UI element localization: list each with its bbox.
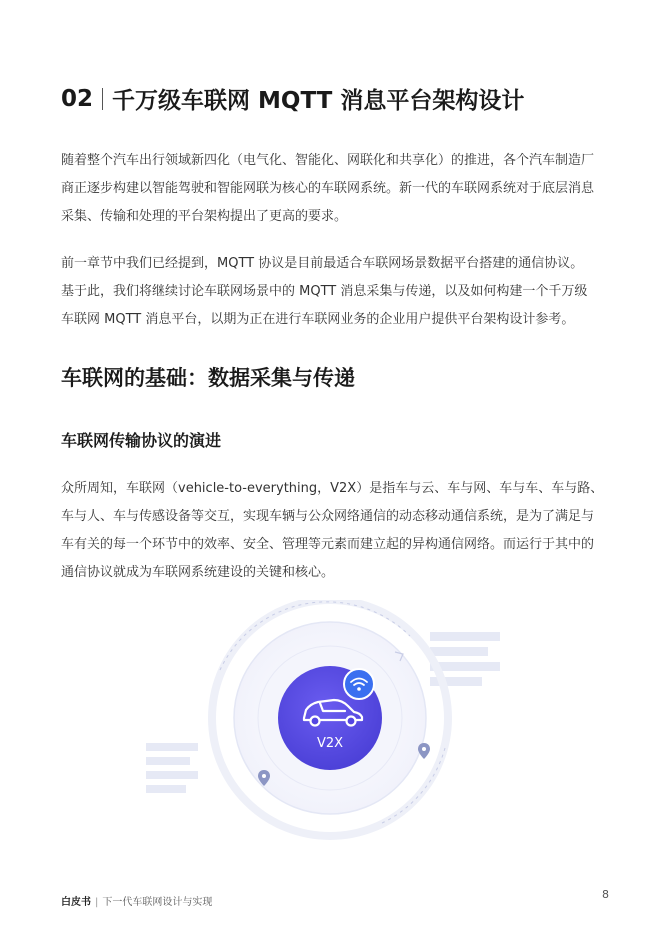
- text-line: 前一章节中我们已经提到，MQTT 协议是目前最适合车联网场景数据平台搭建的通信协议。: [61, 256, 584, 271]
- location-pin-icon: [418, 743, 430, 759]
- footer-separator: |: [95, 897, 99, 908]
- wifi-dot: [357, 687, 361, 691]
- footer-brand: 白皮书: [61, 897, 91, 908]
- text-line: 众所周知，车联网（vehicle-to-everything，V2X）是指车与云、车与网、车与车、车与路、: [61, 481, 604, 496]
- title-divider: [102, 88, 103, 110]
- text-line: 车联网 MQTT 消息平台，以期为正在进行车联网业务的企业用户提供平台架构设计参考。: [61, 312, 575, 327]
- text-line: 车有关的每一个环节中的效率、安全、管理等元素而建立起的异构通信网络。而运行于其中的: [61, 537, 595, 552]
- text-line: 通信协议就成为车联网系统建设的关键和核心。: [61, 565, 335, 580]
- v2x-diagram: [140, 600, 520, 870]
- intro-paragraph-1: [61, 147, 621, 231]
- v2x-illustration: [140, 600, 520, 870]
- chapter-title: [61, 82, 524, 115]
- chapter-title-text: 千万级车联网 MQTT 消息平台架构设计: [112, 88, 525, 114]
- text-line: 随着整个汽车出行领域新四化（电气化、智能化、网联化和共享化）的推进，各个汽车制造厂: [61, 153, 595, 168]
- footer: [61, 893, 212, 908]
- chapter-number: 02: [61, 85, 94, 112]
- text-line: 车与人、车与传感设备等交互，实现车辆与公众网络通信的动态移动通信系统，是为了满足与: [61, 509, 595, 524]
- page-number: 8: [602, 888, 609, 901]
- section-heading: 车联网的基础：数据采集与传递: [61, 366, 355, 390]
- placeholder-card-left: [146, 743, 198, 793]
- text-line: 基于此，我们将继续讨论车联网场景中的 MQTT 消息采集与传递，以及如何构建一个千万级: [61, 284, 588, 299]
- section-subheading: 车联网传输协议的演进: [61, 431, 222, 450]
- footer-subtitle: 下一代车联网设计与实现: [102, 897, 213, 908]
- wifi-badge: [344, 669, 374, 699]
- text-line: 采集、传输和处理的平台架构提出了更高的要求。: [61, 209, 348, 224]
- intro-paragraph-2: [61, 250, 621, 334]
- v2x-label: V2X: [316, 736, 344, 751]
- text-line: 商正逐步构建以智能驾驶和智能网联为核心的车联网系统。新一代的车联网系统对于底层消息: [61, 181, 595, 196]
- section-paragraph: [61, 475, 621, 587]
